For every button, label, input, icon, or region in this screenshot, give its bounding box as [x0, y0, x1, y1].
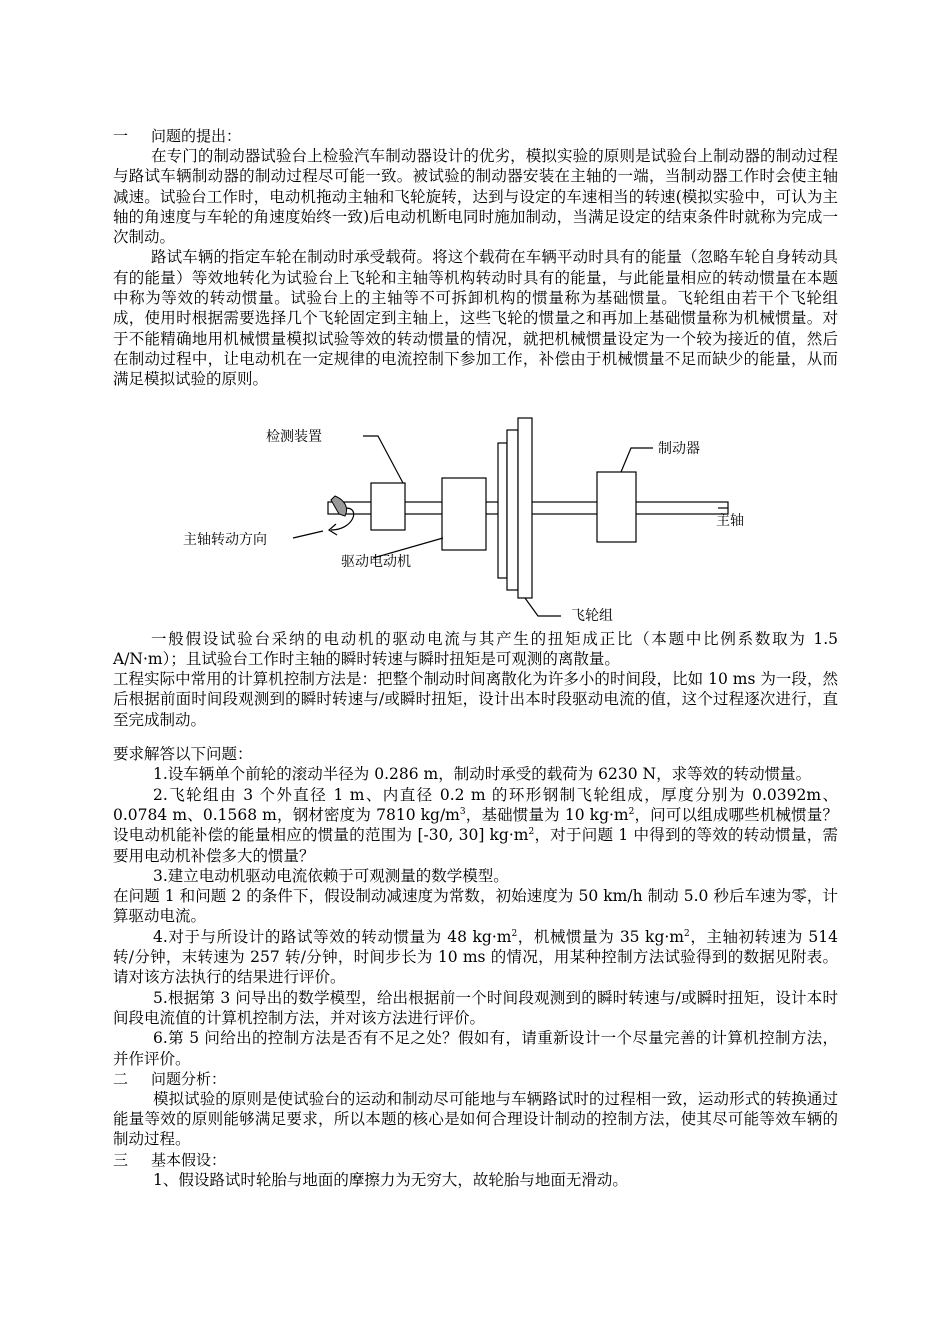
section-heading-2	[113, 1069, 838, 1089]
question-4: 4.对于与所设计的路试等效的转动惯量为 48 $kg\cdot m^2$，机械惯量为 35 $kg\cdot m^2$，主轴初转速为 514 转/分钟，末转速为 257 转/分钟，时间步长为 10 ms 的情况，用某种控制方法试验得到的数据见附表。请对该方法执行的结果进行评价。	[113, 927, 838, 987]
detector-box	[371, 483, 405, 530]
brake-leader	[621, 448, 653, 472]
rotation-leader	[293, 531, 323, 538]
question-5: 5.根据第 3 问导出的数学模型，给出根据前一个时间段观测到的瞬时转速与/或瞬时扭矩，设计本时间段电流值的计算机控制方法，并对该方法进行评价。	[113, 988, 838, 1027]
label-shaft: 主轴	[716, 512, 744, 529]
question-3-detail: 在问题 1 和问题 2 的条件下，假设制动减速度为常数，初始速度为 50 km/h 制动 5.0 秒后车速为零，计算驱动电流。	[113, 887, 838, 926]
flywheel-1	[498, 443, 507, 578]
section-heading-1	[113, 126, 838, 146]
flywheel-2	[507, 430, 518, 590]
question-1: 1.设车辆单个前轮的滚动半径为 0.286 m，制动时承受的载荷为 6230 N，求等效的转动惯量。	[153, 765, 812, 784]
diagram-svg	[113, 408, 838, 623]
question-3: 3.建立电动机驱动电流依赖于可观测量的数学模型。	[153, 866, 509, 885]
brake-box	[597, 472, 636, 542]
section-title: 问题的提出：	[151, 127, 242, 145]
paragraph-inertia: 路试车辆的指定车轮在制动时承受载荷。将这个载荷在车辆平动时具有的能量（忽略车轮自身转动具有的能量）等效地转化为试验台上飞轮和主轴等机构转动时具有的能量，与此能量相应的转动惯量在本题中称为等效的转动惯量。试验台上的主轴等不可拆卸机构的惯量称为基础惯量。飞轮组由若干个飞轮组成，使用时根据需要选择几个飞轮固定到主轴上，这些飞轮的惯量之和再加上基础惯量称为机械惯量。对于不能精确地用机械惯量模拟试验等效的转动惯量的情况，就把机械惯量设定为一个较为接近的值，然后在制动过程中，让电动机在一定规律的电流控制下参加工作，补偿由于机械惯量不足而缺少的能量，从而满足模拟试验的原则。	[113, 248, 838, 389]
flywheel-leader	[525, 598, 561, 616]
paragraph-computer-control: 工程实际中常用的计算机控制方法是：把整个制动时间离散化为许多小的时间段，比如 10 ms 为一段，然后根据前面时间段观测到的瞬时转速与/或瞬时扭矩，设计出本时段驱动电流的值，这个过程逐次进行，直至完成制动。	[113, 670, 838, 729]
paragraph-motor-current: 一般假设试验台采纳的电动机的驱动电流与其产生的扭矩成正比（本题中比例系数取为 1.5 A/N·m）；且试验台工作时主轴的瞬时转速与瞬时扭矩是可观测的离散量。	[113, 629, 838, 668]
question-2: 2.飞轮组由 3 个外直径 1 m、内直径 0.2 m 的环形钢制飞轮组成，厚度分别为 0.0392m、0.0784 m、0.1568 m，钢材密度为 7810 $kg/m^3$，基础惯量为 10 $kg\cdot m^2$，问可以组成哪些机械惯量？设电动机能补偿的能量相应的惯量的范围为 [-30, 30] $kg\cdot m^2$，对于问题 1 中得到的等效的转动惯量，需要用电动机补偿多大的惯量？	[113, 785, 838, 865]
section-title: 基本假设：	[151, 1150, 227, 1169]
motor-box	[442, 478, 486, 550]
paragraph-analysis: 模拟试验的原则是使试验台的运动和制动尽可能地与车辆路试时的过程相一致，运动形式的转换通过能量等效的原则能够满足要求，所以本题的核心是如何合理设计制动的控制方法，使其尽可能等效车辆的制动过程。	[113, 1089, 838, 1149]
document-page	[113, 126, 838, 1190]
section-number: 二	[113, 1069, 129, 1088]
label-rotation: 主轴转动方向	[183, 531, 267, 548]
paragraph-intro: 在专门的制动器试验台上检验汽车制动器设计的优劣，模拟实验的原则是试验台上制动器的制动过程与路试车辆制动器的制动过程尽可能一致。被试验的制动器安装在主轴的一端，当制动器工作时会使主轴减速。试验台工作时，电动机拖动主轴和飞轮旋转，达到与设定的车速相当的转速(模拟实验中，可认为主轴的角速度与车轮的角速度始终一致)后电动机断电同时施加制动，当满足设定的结束条件时就称为完成一次制动。	[113, 147, 838, 247]
question-6: 6.第 5 问给出的控制方法是否有不足之处？假如有，请重新设计一个尽量完善的计算机控制方法，并作评价。	[113, 1029, 838, 1068]
test-bench-diagram	[113, 408, 838, 623]
label-flywheels: 飞轮组	[571, 607, 613, 623]
section-number: 三	[113, 1150, 129, 1169]
section-title: 问题分析：	[151, 1069, 227, 1088]
label-detector: 检测装置	[266, 428, 322, 445]
section-number: 一	[113, 127, 129, 145]
paragraph-assumption-1: 1、假设路试时轮胎与地面的摩擦力为无穷大，故轮胎与地面无滑动。	[153, 1170, 628, 1189]
detector-leader	[363, 436, 403, 483]
flywheel-3	[518, 418, 532, 598]
label-brake: 制动器	[658, 440, 700, 457]
section-heading-3	[113, 1150, 838, 1170]
label-motor: 驱动电动机	[341, 553, 411, 570]
paragraph-questions-intro: 要求解答以下问题：	[113, 745, 253, 764]
